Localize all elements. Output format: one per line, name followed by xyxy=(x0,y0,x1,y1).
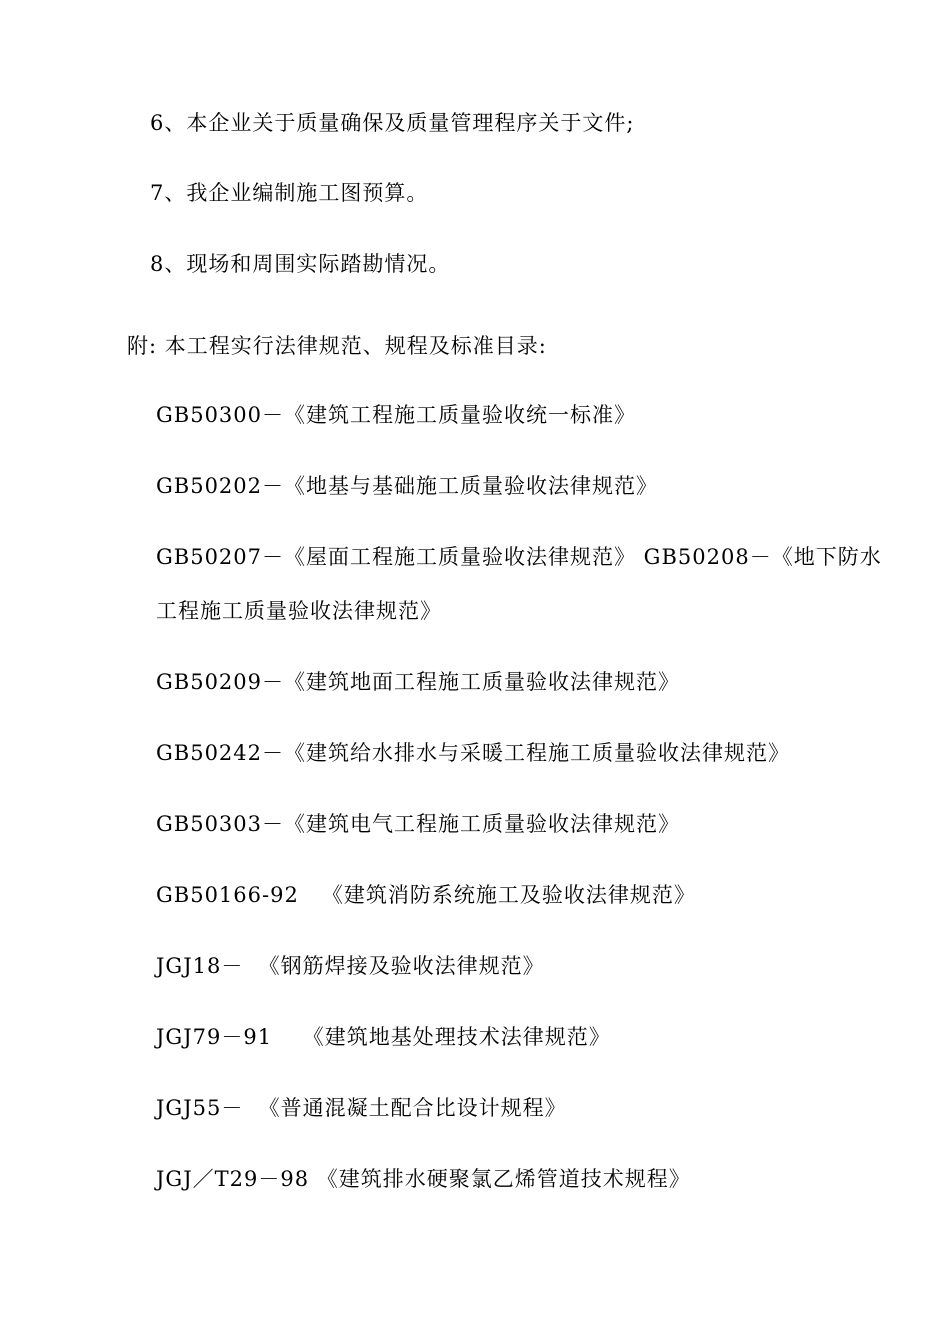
standard-item: JGJ／T29－98 《建筑排水硬聚氯乙烯管道技术规程》 xyxy=(156,1167,691,1191)
standard-item: GB50242－《建筑给水排水与采暖工程施工质量验收法律规范》 xyxy=(156,741,791,765)
standard-item: GB50166-92 《建筑消防系统施工及验收法律规范》 xyxy=(156,883,696,907)
standard-item-continuation: 工程施工质量验收法律规范》 xyxy=(156,599,442,623)
standard-item: GB50207－《屋面工程施工质量验收法律规范》 GB50208－《地下防水 xyxy=(156,545,882,569)
list-item-7: 7、我企业编制施工图预算。 xyxy=(150,181,429,205)
standard-item: JGJ55－ 《普通混凝土配合比设计规程》 xyxy=(156,1096,567,1120)
appendix-heading: 附: 本工程实行法律规范、规程及标准目录: xyxy=(127,334,547,358)
list-item-8: 8、现场和周围实际踏勘情况。 xyxy=(150,252,451,276)
standard-item: GB50303－《建筑电气工程施工质量验收法律规范》 xyxy=(156,812,681,836)
list-item-6: 6、本企业关于质量确保及质量管理程序关于文件; xyxy=(150,111,635,135)
standard-item: JGJ79－91 《建筑地基处理技术法律规范》 xyxy=(156,1025,611,1049)
standard-item: GB50300－《建筑工程施工质量验收统一标准》 xyxy=(156,403,637,427)
standard-item: GB50202－《地基与基础施工质量验收法律规范》 xyxy=(156,474,659,498)
standard-item: JGJ18－ 《钢筋焊接及验收法律规范》 xyxy=(156,954,545,978)
standard-item: GB50209－《建筑地面工程施工质量验收法律规范》 xyxy=(156,670,681,694)
